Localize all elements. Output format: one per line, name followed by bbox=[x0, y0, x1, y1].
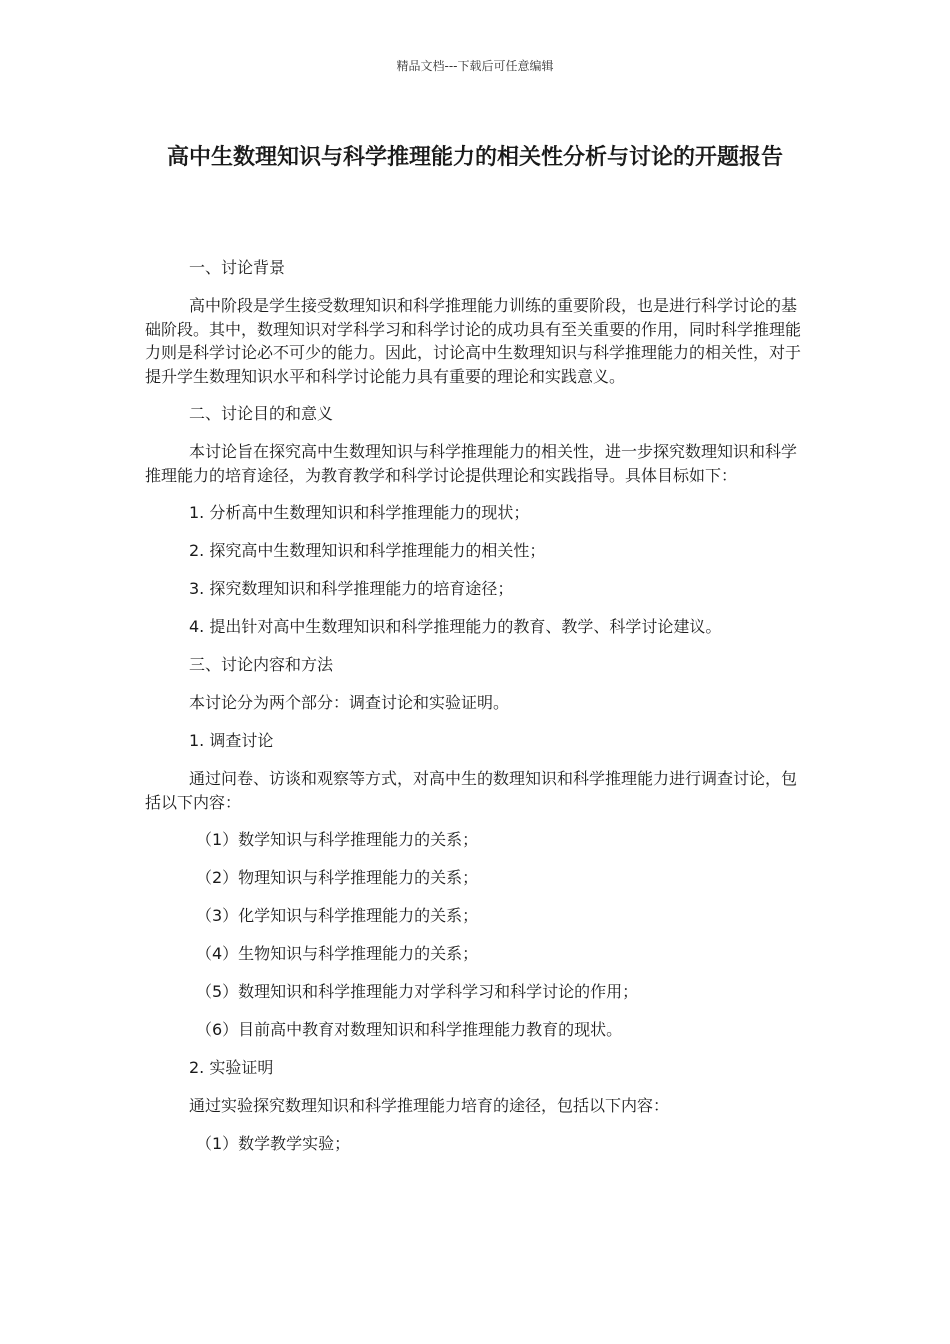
goal-item: 3. 探究数理知识和科学推理能力的培育途径； bbox=[189, 579, 514, 598]
experiment-item: （1）数学教学实验； bbox=[196, 1134, 351, 1153]
paragraph-purpose: 本讨论旨在探究高中生数理知识与科学推理能力的相关性，进一步探究数理知识和科学推理能力的培育途径，为教育教学和科学讨论提供理论和实践指导。具体目标如下： bbox=[145, 442, 798, 485]
paragraph-background: 高中阶段是学生接受数理知识和科学推理能力训练的重要阶段，也是进行科学讨论的基础阶段。其中，数理知识对学科学习和科学讨论的成功具有至关重要的作用，同时科学推理能力则是科学讨论必不可少的能力。因此，讨论高中生数理知识与科学推理能力的相关性，对于提升学生数理知识水平和科学讨论能力具有重要的理论和实践意义。 bbox=[145, 296, 802, 386]
survey-item: （1）数学知识与科学推理能力的关系； bbox=[196, 830, 479, 849]
goal-item: 2. 探究高中生数理知识和科学推理能力的相关性； bbox=[189, 541, 546, 560]
page-header: 精品文档---下载后可任意编辑 bbox=[396, 59, 554, 73]
section-heading-purpose: 二、讨论目的和意义 bbox=[189, 404, 334, 423]
goal-item: 4. 提出针对高中生数理知识和科学推理能力的教育、教学、科学讨论建议。 bbox=[189, 617, 722, 636]
goal-item: 1. 分析高中生数理知识和科学推理能力的现状； bbox=[189, 503, 530, 522]
survey-item: （3）化学知识与科学推理能力的关系； bbox=[196, 906, 479, 925]
survey-item: （2）物理知识与科学推理能力的关系； bbox=[196, 868, 479, 887]
document-body bbox=[145, 256, 805, 1170]
survey-item: （4）生物知识与科学推理能力的关系； bbox=[196, 944, 479, 963]
section-heading-content-methods: 三、讨论内容和方法 bbox=[189, 655, 334, 674]
survey-item: （6）目前高中教育对数理知识和科学推理能力教育的现状。 bbox=[196, 1020, 623, 1039]
subsection-heading-experiment: 2. 实验证明 bbox=[189, 1058, 274, 1077]
paragraph-experiment: 通过实验探究数理知识和科学推理能力培育的途径，包括以下内容： bbox=[189, 1096, 670, 1115]
survey-item: （5）数理知识和科学推理能力对学科学习和科学讨论的作用； bbox=[196, 982, 639, 1001]
paragraph-content-intro: 本讨论分为两个部分：调查讨论和实验证明。 bbox=[189, 693, 510, 712]
section-heading-background: 一、讨论背景 bbox=[189, 258, 286, 277]
paragraph-survey: 通过问卷、访谈和观察等方式，对高中生的数理知识和科学推理能力进行调查讨论，包括以下内容： bbox=[145, 769, 798, 812]
document-title: 高中生数理知识与科学推理能力的相关性分析与讨论的开题报告 bbox=[166, 145, 783, 170]
subsection-heading-survey: 1. 调查讨论 bbox=[189, 731, 274, 750]
